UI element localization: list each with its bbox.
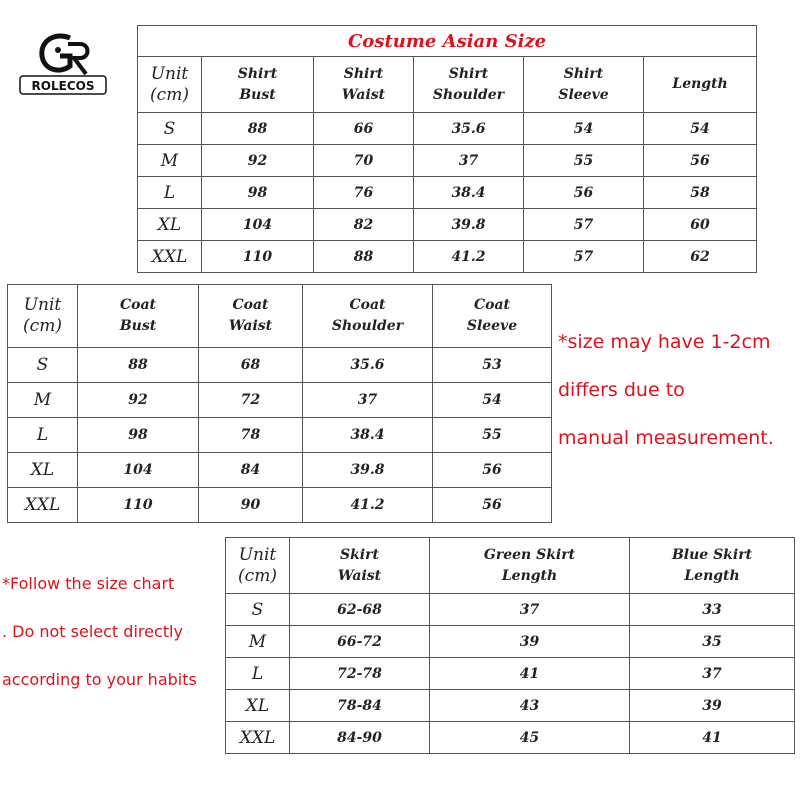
column-header: Coat Bust (78, 285, 199, 348)
coat-size-table (7, 284, 552, 523)
column-header: Skirt Waist (290, 538, 430, 594)
size-cell: XL (226, 690, 290, 722)
table-cell: 41 (630, 722, 795, 754)
table-cell: 90 (199, 488, 303, 523)
table-cell: 55 (433, 418, 552, 453)
table-row (138, 177, 757, 209)
table-cell: 39 (630, 690, 795, 722)
table-cell: 35.6 (414, 113, 524, 145)
table-cell: 72-78 (290, 658, 430, 690)
table-cell: 62-68 (290, 594, 430, 626)
column-header: Coat Sleeve (433, 285, 552, 348)
table-row (138, 113, 757, 145)
measurement-note-line: *size may have 1-2cm (558, 331, 771, 353)
size-cell: M (8, 383, 78, 418)
measurement-note-line: manual measurement. (558, 427, 774, 449)
table-row (138, 209, 757, 241)
column-header: Coat Waist (199, 285, 303, 348)
table-header-row (226, 538, 795, 594)
table-cell: 41.2 (414, 241, 524, 273)
table-cell: 70 (314, 145, 414, 177)
table-cell: 57 (524, 241, 644, 273)
table-cell: 98 (78, 418, 199, 453)
logo-text: ROLECOS (31, 79, 95, 93)
size-cell: L (8, 418, 78, 453)
table-cell: 110 (78, 488, 199, 523)
measurement-note-line: differs due to (558, 379, 685, 401)
table-cell: 92 (78, 383, 199, 418)
table-cell: 35 (630, 626, 795, 658)
table-row (138, 241, 757, 273)
table-cell: 57 (524, 209, 644, 241)
table-cell: 35.6 (303, 348, 433, 383)
size-cell: S (226, 594, 290, 626)
table-cell: 78 (199, 418, 303, 453)
column-header: Shirt Sleeve (524, 57, 644, 113)
size-cell: S (138, 113, 202, 145)
table-cell: 104 (78, 453, 199, 488)
table-cell: 33 (630, 594, 795, 626)
table-cell: 55 (524, 145, 644, 177)
column-header: Shirt Bust (202, 57, 314, 113)
size-cell: XL (8, 453, 78, 488)
table-row (8, 383, 552, 418)
table-cell: 56 (644, 145, 757, 177)
follow-note-line: according to your habits (2, 670, 197, 689)
table-row (8, 418, 552, 453)
table-cell: 41.2 (303, 488, 433, 523)
skirt-size-table (225, 537, 795, 754)
table-cell: 56 (433, 453, 552, 488)
table-row (226, 722, 795, 754)
table-cell: 66 (314, 113, 414, 145)
table-row (8, 453, 552, 488)
table-title: Costume Asian Size (138, 26, 757, 57)
table-row (226, 690, 795, 722)
gr-monogram-icon (42, 36, 88, 74)
table-cell: 84 (199, 453, 303, 488)
table-cell: 62 (644, 241, 757, 273)
table-cell: 37 (414, 145, 524, 177)
table-row (226, 626, 795, 658)
size-cell: XL (138, 209, 202, 241)
table-cell: 72 (199, 383, 303, 418)
table-header-row (8, 285, 552, 348)
column-header: Green Skirt Length (430, 538, 630, 594)
table-cell: 41 (430, 658, 630, 690)
table-cell: 88 (202, 113, 314, 145)
table-cell: 104 (202, 209, 314, 241)
table-row (138, 145, 757, 177)
table-cell: 92 (202, 145, 314, 177)
table-cell: 53 (433, 348, 552, 383)
table-cell: 38.4 (414, 177, 524, 209)
table-cell: 54 (644, 113, 757, 145)
column-header: Blue Skirt Length (630, 538, 795, 594)
unit-header: Unit (cm) (226, 538, 290, 594)
column-header: Length (644, 57, 757, 113)
table-cell: 78-84 (290, 690, 430, 722)
table-header-row (138, 57, 757, 113)
table-cell: 110 (202, 241, 314, 273)
follow-note-line: . Do not select directly (2, 622, 183, 641)
table-cell: 54 (433, 383, 552, 418)
table-cell: 56 (524, 177, 644, 209)
size-cell: M (226, 626, 290, 658)
size-cell: L (226, 658, 290, 690)
unit-header: Unit (cm) (138, 57, 202, 113)
table-cell: 37 (430, 594, 630, 626)
table-cell: 39 (430, 626, 630, 658)
table-cell: 45 (430, 722, 630, 754)
table-row (8, 488, 552, 523)
size-cell: S (8, 348, 78, 383)
table-cell: 88 (78, 348, 199, 383)
table-row (226, 594, 795, 626)
table-cell: 38.4 (303, 418, 433, 453)
rolecos-logo (18, 30, 110, 100)
size-cell: XXL (138, 241, 202, 273)
table-cell: 98 (202, 177, 314, 209)
table-cell: 37 (630, 658, 795, 690)
table-cell: 84-90 (290, 722, 430, 754)
follow-note-line: *Follow the size chart (2, 574, 175, 593)
shirt-size-table (137, 25, 757, 273)
table-cell: 39.8 (303, 453, 433, 488)
column-header: Shirt Shoulder (414, 57, 524, 113)
table-cell: 60 (644, 209, 757, 241)
table-cell: 54 (524, 113, 644, 145)
unit-header: Unit (cm) (8, 285, 78, 348)
size-cell: XXL (8, 488, 78, 523)
table-cell: 58 (644, 177, 757, 209)
table-cell: 39.8 (414, 209, 524, 241)
table-cell: 82 (314, 209, 414, 241)
table-cell: 76 (314, 177, 414, 209)
column-header: Shirt Waist (314, 57, 414, 113)
table-cell: 37 (303, 383, 433, 418)
table-cell: 66-72 (290, 626, 430, 658)
table-row (8, 348, 552, 383)
table-cell: 88 (314, 241, 414, 273)
size-cell: M (138, 145, 202, 177)
size-cell: XXL (226, 722, 290, 754)
table-cell: 68 (199, 348, 303, 383)
table-cell: 56 (433, 488, 552, 523)
column-header: Coat Shoulder (303, 285, 433, 348)
table-row (226, 658, 795, 690)
table-cell: 43 (430, 690, 630, 722)
size-cell: L (138, 177, 202, 209)
